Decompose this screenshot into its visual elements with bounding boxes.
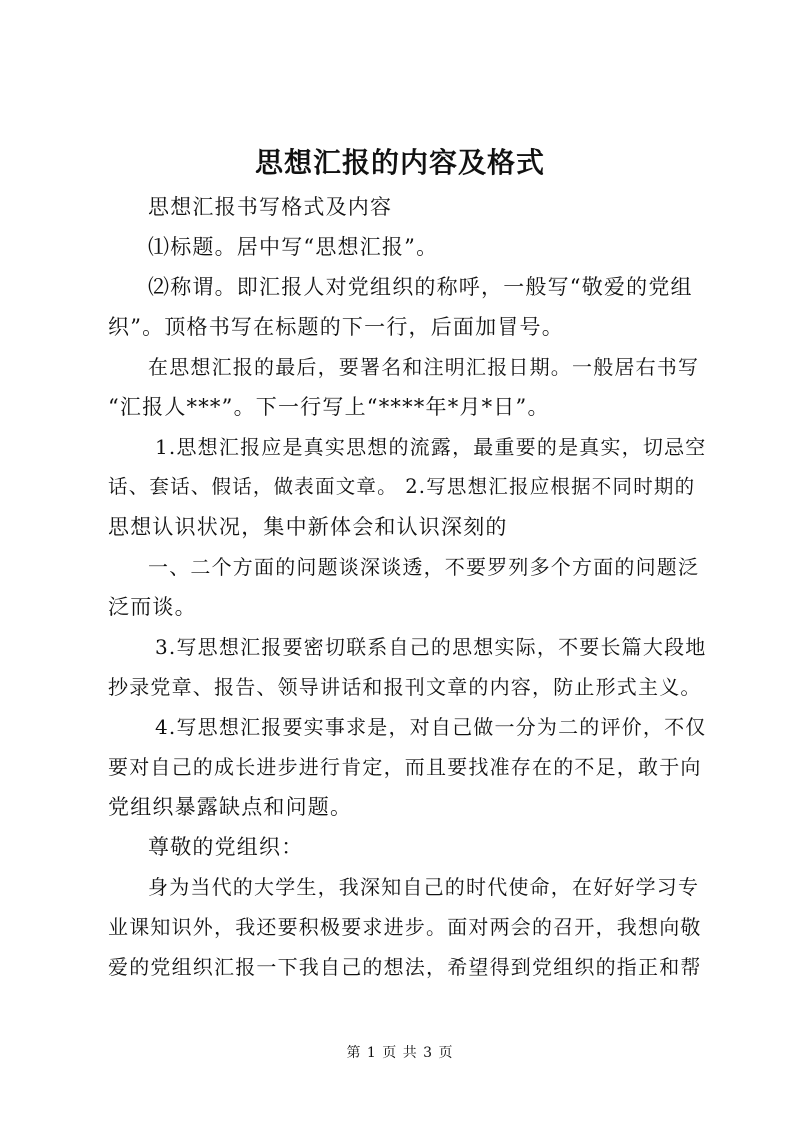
paragraph-line: 抄录党章、报告、领导讲话和报刊文章的内容，防止形式主义。	[108, 675, 702, 699]
paragraph-line: 4.写思想汇报要实事求是，对自己做一分为二的评价，不仅	[155, 715, 707, 739]
paragraph-line: 党组织暴露缺点和问题。	[108, 795, 353, 819]
paragraph-line: 一、二个方面的问题谈深谈透，不要罗列多个方面的问题泛	[148, 555, 700, 579]
page-footer: 第 1 页 共 3 页	[346, 1045, 454, 1061]
paragraph-line: ⑵称谓。即汇报人对党组织的称呼，一般写“敬爱的党组	[148, 275, 693, 299]
paragraph-line: 在思想汇报的最后，要署名和注明汇报日期。一般居右书写	[148, 355, 700, 379]
paragraph-line: 尊敬的党组织：	[148, 835, 304, 859]
paragraph-line: 要对自己的成长进步进行肯定，而且要找准存在的不足，敢于向	[108, 755, 702, 779]
paragraph-line: 3.写思想汇报要密切联系自己的思想实际，不要长篇大段地	[155, 635, 707, 659]
document-title: 思想汇报的内容及格式	[254, 146, 545, 179]
paragraph-line: 身为当代的大学生，我深知自己的时代使命，在好好学习专	[148, 875, 700, 899]
paragraph-line: 爱的党组织汇报一下我自己的想法，希望得到党组织的指正和帮	[108, 955, 702, 979]
paragraph-line: 业课知识外，我还要积极要求进步。面对两会的召开，我想向敬	[108, 915, 702, 939]
paragraph-line: “汇报人***”。下一行写上“****年*月*日”。	[108, 395, 550, 419]
paragraph-line: 1.思想汇报应是真实思想的流露，最重要的是真实，切忌空	[155, 435, 707, 459]
paragraph-line: 思想汇报书写格式及内容	[148, 195, 393, 219]
paragraph-line: 织”。顶格书写在标题的下一行，后面加冒号。	[108, 315, 564, 339]
paragraph-line: 思想认识状况，集中新体会和认识深刻的	[108, 515, 508, 539]
paragraph-line: 话、套话、假话，做表面文章。 2.写思想汇报应根据不同时期的	[108, 475, 696, 498]
paragraph-line: ⑴标题。居中写“思想汇报”。	[148, 235, 439, 259]
paragraph-line: 泛而谈。	[108, 595, 197, 619]
